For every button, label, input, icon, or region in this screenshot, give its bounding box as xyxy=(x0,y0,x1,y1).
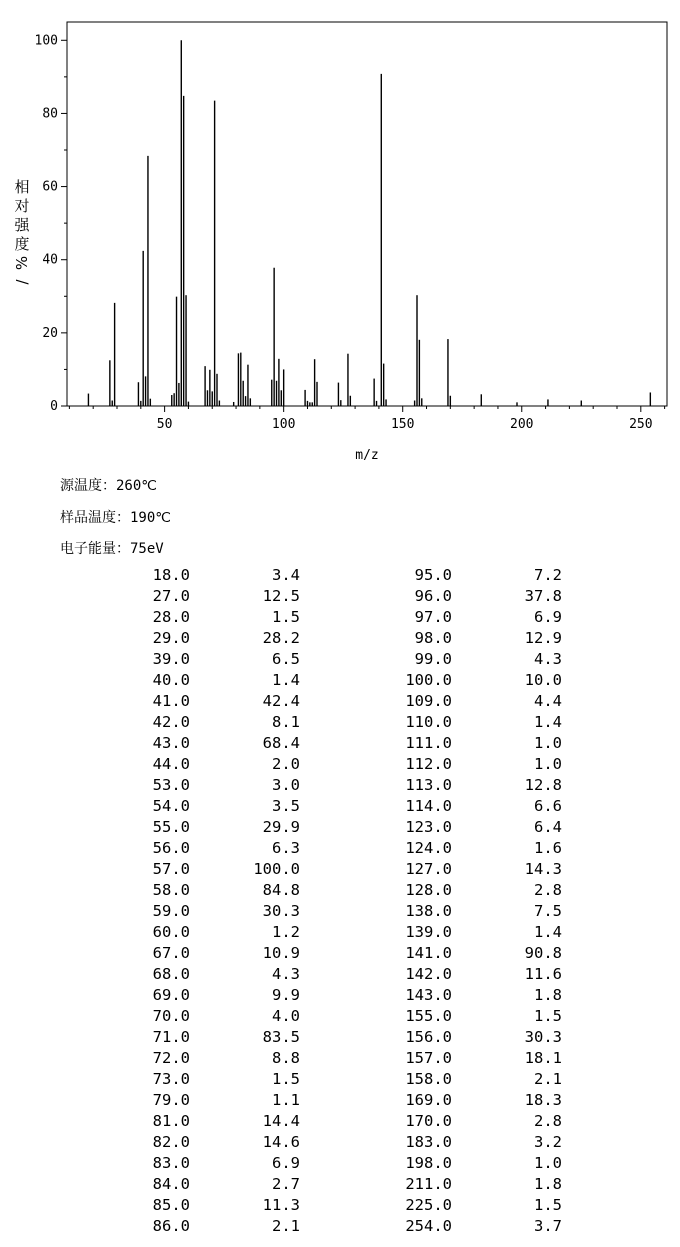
mz-cell: 111.0 xyxy=(405,734,452,752)
intensity-cell: 11.6 xyxy=(524,965,562,983)
mz-cell: 112.0 xyxy=(405,755,452,773)
intensity-cell: 14.4 xyxy=(262,1112,300,1130)
intensity-cell: 14.6 xyxy=(262,1133,300,1151)
mz-cell: 57.0 xyxy=(152,860,190,878)
intensity-cell: 8.1 xyxy=(272,713,300,731)
table-row xyxy=(0,649,680,670)
sample-temperature xyxy=(60,507,171,527)
mz-cell: 139.0 xyxy=(405,923,452,941)
intensity-cell: 10.0 xyxy=(524,671,562,689)
mz-cell: 42.0 xyxy=(152,713,190,731)
mz-cell: 81.0 xyxy=(152,1112,190,1130)
electron-energy-value: 75eV xyxy=(130,541,164,557)
mz-cell: 142.0 xyxy=(405,965,452,983)
intensity-cell: 6.9 xyxy=(534,608,562,626)
intensity-cell: 100.0 xyxy=(253,860,300,878)
table-row xyxy=(0,1048,680,1069)
mz-cell: 40.0 xyxy=(152,671,190,689)
electron-energy-label: 电子能量： xyxy=(60,541,130,557)
mz-cell: 82.0 xyxy=(152,1133,190,1151)
table-row xyxy=(0,607,680,628)
intensity-cell: 12.5 xyxy=(262,587,300,605)
intensity-cell: 2.0 xyxy=(272,755,300,773)
intensity-cell: 42.4 xyxy=(262,692,300,710)
mz-cell: 58.0 xyxy=(152,881,190,899)
mz-cell: 71.0 xyxy=(152,1028,190,1046)
mass-spectrum-chart xyxy=(0,0,680,470)
intensity-cell: 1.5 xyxy=(534,1196,562,1214)
intensity-cell: 1.5 xyxy=(272,608,300,626)
table-row xyxy=(0,1006,680,1027)
intensity-cell: 1.0 xyxy=(534,1154,562,1172)
table-row xyxy=(0,901,680,922)
table-row xyxy=(0,859,680,880)
intensity-cell: 12.9 xyxy=(524,629,562,647)
sample-temp-value: 190℃ xyxy=(130,510,172,526)
table-row xyxy=(0,1216,680,1237)
table-row xyxy=(0,1090,680,1111)
table-row xyxy=(0,1153,680,1174)
intensity-cell: 9.9 xyxy=(272,986,300,1004)
table-row xyxy=(0,775,680,796)
intensity-cell: 6.3 xyxy=(272,839,300,857)
intensity-cell: 29.9 xyxy=(262,818,300,836)
intensity-cell: 7.2 xyxy=(534,566,562,584)
mz-cell: 85.0 xyxy=(152,1196,190,1214)
intensity-cell: 3.4 xyxy=(272,566,300,584)
intensity-cell: 1.0 xyxy=(534,734,562,752)
intensity-cell: 1.8 xyxy=(534,1175,562,1193)
mz-cell: 113.0 xyxy=(405,776,452,794)
mz-cell: 60.0 xyxy=(152,923,190,941)
table-row xyxy=(0,712,680,733)
intensity-cell: 1.4 xyxy=(534,713,562,731)
table-row xyxy=(0,817,680,838)
intensity-cell: 18.3 xyxy=(524,1091,562,1109)
table-row xyxy=(0,670,680,691)
intensity-cell: 83.5 xyxy=(262,1028,300,1046)
mz-cell: 96.0 xyxy=(414,587,452,605)
intensity-cell: 90.8 xyxy=(524,944,562,962)
mz-cell: 183.0 xyxy=(405,1133,452,1151)
mz-cell: 79.0 xyxy=(152,1091,190,1109)
mz-cell: 70.0 xyxy=(152,1007,190,1025)
mz-cell: 114.0 xyxy=(405,797,452,815)
mz-cell: 169.0 xyxy=(405,1091,452,1109)
mz-cell: 18.0 xyxy=(152,566,190,584)
table-row xyxy=(0,838,680,859)
intensity-cell: 1.4 xyxy=(272,671,300,689)
mz-cell: 83.0 xyxy=(152,1154,190,1172)
source-temp-value: 260℃ xyxy=(116,478,158,494)
mz-cell: 39.0 xyxy=(152,650,190,668)
table-row xyxy=(0,1174,680,1195)
intensity-cell: 1.5 xyxy=(272,1070,300,1088)
table-row xyxy=(0,691,680,712)
mz-cell: 68.0 xyxy=(152,965,190,983)
intensity-cell: 8.8 xyxy=(272,1049,300,1067)
intensity-cell: 6.4 xyxy=(534,818,562,836)
intensity-cell: 12.8 xyxy=(524,776,562,794)
mz-cell: 99.0 xyxy=(414,650,452,668)
intensity-cell: 2.1 xyxy=(272,1217,300,1235)
sample-temp-label: 样品温度： xyxy=(60,510,130,526)
mz-cell: 55.0 xyxy=(152,818,190,836)
mz-cell: 69.0 xyxy=(152,986,190,1004)
mz-cell: 143.0 xyxy=(405,986,452,1004)
intensity-cell: 18.1 xyxy=(524,1049,562,1067)
table-row xyxy=(0,880,680,901)
mz-cell: 72.0 xyxy=(152,1049,190,1067)
mz-cell: 158.0 xyxy=(405,1070,452,1088)
mz-cell: 123.0 xyxy=(405,818,452,836)
table-row xyxy=(0,985,680,1006)
intensity-cell: 68.4 xyxy=(262,734,300,752)
intensity-cell: 4.3 xyxy=(534,650,562,668)
mz-cell: 54.0 xyxy=(152,797,190,815)
mz-cell: 138.0 xyxy=(405,902,452,920)
intensity-cell: 30.3 xyxy=(262,902,300,920)
mz-cell: 56.0 xyxy=(152,839,190,857)
mz-cell: 110.0 xyxy=(405,713,452,731)
electron-energy xyxy=(60,538,164,558)
mz-cell: 198.0 xyxy=(405,1154,452,1172)
intensity-cell: 6.6 xyxy=(534,797,562,815)
mz-cell: 157.0 xyxy=(405,1049,452,1067)
table-row xyxy=(0,628,680,649)
intensity-cell: 14.3 xyxy=(524,860,562,878)
table-row xyxy=(0,1111,680,1132)
mz-cell: 67.0 xyxy=(152,944,190,962)
intensity-cell: 2.8 xyxy=(534,1112,562,1130)
table-row xyxy=(0,754,680,775)
y-tick-label: 100 xyxy=(34,33,58,49)
mz-cell: 254.0 xyxy=(405,1217,452,1235)
table-row xyxy=(0,586,680,607)
y-axis-label-char: 度 xyxy=(14,235,30,253)
mz-cell: 170.0 xyxy=(405,1112,452,1130)
intensity-cell: 3.5 xyxy=(272,797,300,815)
intensity-cell: 2.7 xyxy=(272,1175,300,1193)
mz-cell: 44.0 xyxy=(152,755,190,773)
mz-cell: 95.0 xyxy=(414,566,452,584)
mz-cell: 28.0 xyxy=(152,608,190,626)
y-axis-label-char: / xyxy=(13,279,31,285)
mz-cell: 73.0 xyxy=(152,1070,190,1088)
intensity-cell: 6.5 xyxy=(272,650,300,668)
intensity-cell: 2.1 xyxy=(534,1070,562,1088)
intensity-cell: 11.3 xyxy=(262,1196,300,1214)
mz-cell: 53.0 xyxy=(152,776,190,794)
table-row xyxy=(0,733,680,754)
mz-cell: 141.0 xyxy=(405,944,452,962)
intensity-cell: 30.3 xyxy=(524,1028,562,1046)
y-axis-label-char: 强 xyxy=(14,216,30,234)
x-tick-label: 250 xyxy=(629,417,653,432)
intensity-cell: 4.0 xyxy=(272,1007,300,1025)
x-tick-label: 50 xyxy=(156,417,173,432)
intensity-cell: 37.8 xyxy=(524,587,562,605)
intensity-cell: 1.8 xyxy=(534,986,562,1004)
mz-cell: 41.0 xyxy=(152,692,190,710)
table-row xyxy=(0,1027,680,1048)
intensity-cell: 84.8 xyxy=(262,881,300,899)
mz-cell: 156.0 xyxy=(405,1028,452,1046)
intensity-cell: 2.8 xyxy=(534,881,562,899)
mz-cell: 43.0 xyxy=(152,734,190,752)
y-axis-label-char: 相 xyxy=(14,178,30,196)
source-temperature xyxy=(60,475,157,495)
intensity-cell: 7.5 xyxy=(534,902,562,920)
intensity-cell: 1.2 xyxy=(272,923,300,941)
y-tick-label: 80 xyxy=(42,106,58,122)
mz-cell: 128.0 xyxy=(405,881,452,899)
chart-svg xyxy=(0,0,680,470)
mz-cell: 225.0 xyxy=(405,1196,452,1214)
y-tick-label: 0 xyxy=(50,399,58,414)
x-tick-label: 150 xyxy=(390,417,415,432)
plot-frame xyxy=(67,22,667,406)
y-axis-label-char: 对 xyxy=(14,197,30,215)
intensity-cell: 3.2 xyxy=(534,1133,562,1151)
intensity-cell: 10.9 xyxy=(262,944,300,962)
mz-cell: 100.0 xyxy=(405,671,452,689)
intensity-cell: 1.6 xyxy=(534,839,562,857)
mz-cell: 86.0 xyxy=(152,1217,190,1235)
table-row xyxy=(0,964,680,985)
x-tick-label: 100 xyxy=(271,417,296,432)
mz-cell: 124.0 xyxy=(405,839,452,857)
intensity-cell: 3.0 xyxy=(272,776,300,794)
mz-cell: 29.0 xyxy=(152,629,190,647)
intensity-cell: 3.7 xyxy=(534,1217,562,1235)
table-row xyxy=(0,565,680,586)
mz-cell: 59.0 xyxy=(152,902,190,920)
mz-cell: 127.0 xyxy=(405,860,452,878)
y-tick-label: 20 xyxy=(42,325,58,341)
intensity-cell: 4.4 xyxy=(534,692,562,710)
y-axis-label-char: % xyxy=(13,255,31,271)
intensity-cell: 28.2 xyxy=(262,629,300,647)
table-row xyxy=(0,922,680,943)
table-row xyxy=(0,943,680,964)
x-tick-label: 200 xyxy=(510,417,534,432)
intensity-cell: 1.1 xyxy=(272,1091,300,1109)
mz-cell: 97.0 xyxy=(414,608,452,626)
table-row xyxy=(0,1195,680,1216)
intensity-cell: 4.3 xyxy=(272,965,300,983)
table-row xyxy=(0,796,680,817)
mz-cell: 84.0 xyxy=(152,1175,190,1193)
y-tick-label: 40 xyxy=(42,252,58,268)
source-temp-label: 源温度： xyxy=(60,478,116,494)
y-tick-label: 60 xyxy=(42,179,58,195)
table-row xyxy=(0,1132,680,1153)
intensity-cell: 1.4 xyxy=(534,923,562,941)
mz-cell: 109.0 xyxy=(405,692,452,710)
intensity-cell: 1.0 xyxy=(534,755,562,773)
mz-cell: 98.0 xyxy=(414,629,452,647)
mz-cell: 211.0 xyxy=(405,1175,452,1193)
intensity-cell: 1.5 xyxy=(534,1007,562,1025)
intensity-cell: 6.9 xyxy=(272,1154,300,1172)
peak-table xyxy=(0,565,680,1237)
mz-cell: 155.0 xyxy=(405,1007,452,1025)
mz-cell: 27.0 xyxy=(152,587,190,605)
table-row xyxy=(0,1069,680,1090)
x-axis-label: m/z xyxy=(355,448,379,463)
